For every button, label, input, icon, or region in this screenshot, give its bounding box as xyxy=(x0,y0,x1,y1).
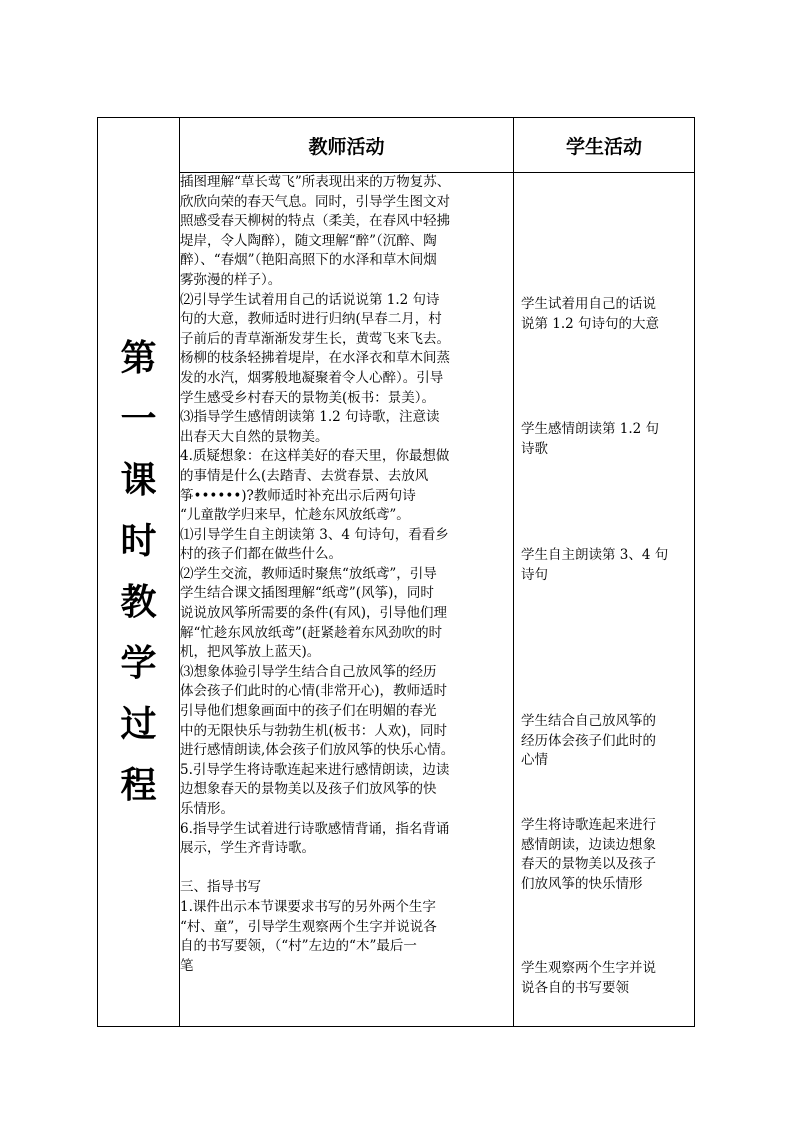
student-note-line: 说各自的书写要领 xyxy=(521,979,629,996)
student-note-line: 诗歌 xyxy=(521,440,548,457)
teacher-line: 堤岸，令人陶醉），随文理解“醉”（沉醉、陶 xyxy=(180,232,437,249)
teacher-line: 杨柳的枝条轻拂着堤岸，在水泽衣和草木间蒸 xyxy=(180,350,450,367)
side-title-char: 过 xyxy=(120,703,157,745)
teacher-line: 子前后的青草渐渐发芽生长，黄莺飞来飞去。 xyxy=(180,330,450,347)
teacher-line: 发的水汽，烟雾般地凝聚着令人心醉）。引导 xyxy=(180,369,444,386)
teacher-line: 乐情形。 xyxy=(180,801,234,817)
student-note-line: 诗句 xyxy=(521,566,548,583)
teacher-line: 筝••••••)?教师适时补充出示后两句诗 xyxy=(180,487,416,504)
teacher-line: ⑵学生交流，教师适时聚焦“放纸鸢”，引导 xyxy=(180,565,437,582)
teacher-line: 的事情是什么(去踏青、去赏春景、去放风 xyxy=(180,467,429,484)
teacher-line: 展示，学生齐背诗歌。 xyxy=(180,840,315,857)
teacher-line: 插图理解“草长莺飞”所表现出来的万物复苏、 xyxy=(180,174,451,190)
teacher-line: 照感受春天柳树的特点（柔美，在春风中轻拂 xyxy=(180,213,450,230)
student-note xyxy=(521,712,689,771)
teacher-line: “村、童”，引导学生观察两个生字并说说各 xyxy=(180,918,437,935)
teacher-line: 自的书写要领，（“村”左边的“木”最后一 xyxy=(180,938,417,955)
student-header: 学生活动 xyxy=(514,118,695,173)
student-note xyxy=(521,420,689,459)
student-note-line: 心情 xyxy=(521,752,548,769)
teacher-line: 笔 xyxy=(180,957,194,974)
teacher-line: 句的大意，教师适时进行归纳(早春二月，村 xyxy=(180,311,442,328)
student-note-line: 学生感情朗读第 1.2 句 xyxy=(521,421,660,437)
teacher-line: 进行感情朗读,体会孩子们放风筝的快乐心情。 xyxy=(180,742,455,759)
teacher-line: 解“忙趁东风放纸鸢”(赶紧趁着东风劲吹的时 xyxy=(180,624,443,641)
teacher-activity-text xyxy=(180,173,513,976)
student-note xyxy=(521,959,689,998)
lesson-table xyxy=(97,117,695,1027)
student-activity-cell xyxy=(514,173,695,1027)
side-title-cell xyxy=(98,118,180,1027)
teacher-line: 5.引导学生将诗歌连起来进行感情朗读，边读 xyxy=(180,761,450,778)
side-title-char: 教 xyxy=(120,581,157,623)
student-note xyxy=(521,816,689,894)
teacher-line: 雾弥漫的样子）。 xyxy=(180,271,282,288)
student-note-line: 学生将诗歌连起来进行 xyxy=(521,817,656,833)
teacher-line: 1.课件出示本节课要求书写的另外两个生字 xyxy=(180,898,436,915)
teacher-line: 说说放风筝所需要的条件(有风)，引导他们理 xyxy=(180,605,448,622)
side-title-char: 课 xyxy=(120,459,157,501)
student-note-line: 说第 1.2 句诗句的大意 xyxy=(521,315,660,332)
teacher-line: 中的无限快乐与勃勃生机(板书：人欢)，同时 xyxy=(180,722,448,739)
student-note-line: 学生自主朗读第 3、4 句 xyxy=(521,547,669,563)
side-title-char: 一 xyxy=(120,398,157,440)
teacher-line: 醉）、“春烟”（艳阳高照下的水泽和草木间烟 xyxy=(180,252,437,269)
teacher-line: 学生结合课文插图理解“纸鸢”(风筝)，同时 xyxy=(180,585,434,602)
student-note-line: 学生观察两个生字并说 xyxy=(521,960,656,976)
side-title-char: 第 xyxy=(120,337,157,379)
teacher-line: 引导他们想象画面中的孩子们在明媚的春光 xyxy=(180,703,437,720)
teacher-line: 边想象春天的景物美以及孩子们放风筝的快 xyxy=(180,781,437,798)
teacher-line: 出春天大自然的景物美。 xyxy=(180,428,329,445)
side-title-char: 学 xyxy=(120,642,157,684)
teacher-line: 欣欣向荣的春天气息。同时，引导学生图文对 xyxy=(180,193,450,210)
side-title xyxy=(98,328,179,816)
side-title-char: 程 xyxy=(120,764,157,806)
teacher-line: 三、指导书写 xyxy=(180,879,261,896)
student-note-line: 春天的景物美以及孩子 xyxy=(521,856,656,873)
teacher-line: ⑶指导学生感情朗读第 1.2 句诗歌，注意读 xyxy=(180,409,440,426)
teacher-activity-cell xyxy=(180,173,514,1027)
teacher-line: 6.指导学生试着进行诗歌感情背诵，指名背诵 xyxy=(180,820,450,837)
student-note-line: 感情朗读，边读边想象 xyxy=(521,836,656,853)
teacher-line: ⑵引导学生试着用自己的话说说第 1.2 句诗 xyxy=(180,291,440,308)
student-note-line: 经历体会孩子们此时的 xyxy=(521,732,656,749)
student-note-line: 学生试着用自己的话说 xyxy=(521,296,656,312)
teacher-line: 村的孩子们都在做些什么。 xyxy=(180,546,342,563)
teacher-line: ⑶想象体验引导学生结合自己放风筝的经历 xyxy=(180,663,437,680)
student-note-line: 们放风筝的快乐情形 xyxy=(521,875,643,892)
teacher-line: 学生感受乡村春天的景物美(板书：景美）。 xyxy=(180,389,436,406)
teacher-line: 体会孩子们此时的心情(非常开心)，教师适时 xyxy=(180,683,448,700)
student-note-line: 学生结合自己放风筝的 xyxy=(521,713,656,729)
teacher-line: “儿童散学归来早，忙趁东风放纸鸢”。 xyxy=(180,507,410,524)
teacher-line: 机，把风筝放上蓝天)。 xyxy=(180,644,321,661)
teacher-line: ⑴引导学生自主朗读第 3、4 句诗句，看看乡 xyxy=(180,526,449,543)
side-title-char: 时 xyxy=(120,520,157,562)
student-note xyxy=(521,295,689,334)
student-note xyxy=(521,546,689,585)
teacher-line xyxy=(180,859,513,879)
teacher-header: 教师活动 xyxy=(180,118,514,173)
teacher-line: 4.质疑想象：在这样美好的春天里，你最想做 xyxy=(180,448,450,465)
